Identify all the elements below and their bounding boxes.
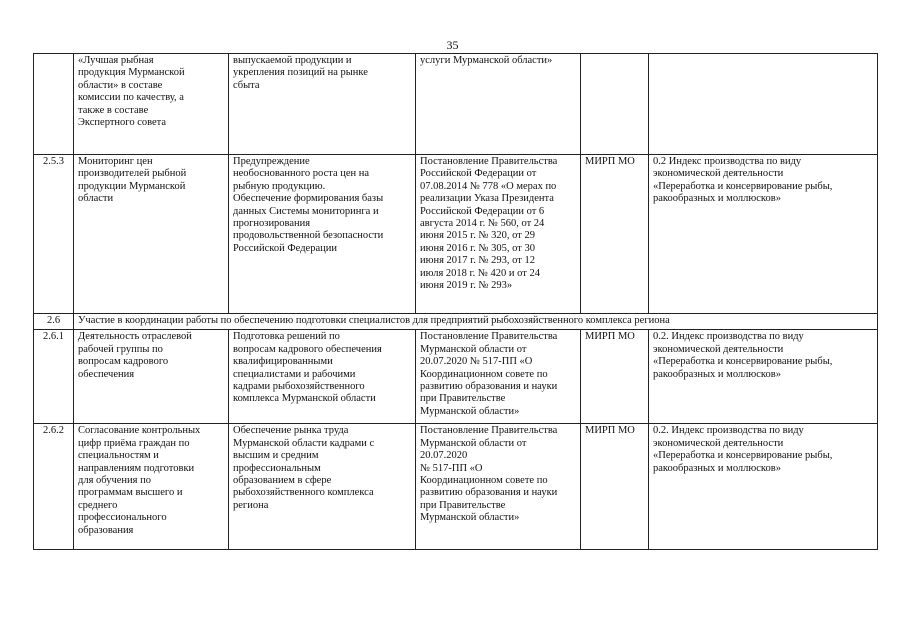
row-number: 2.5.3 <box>34 155 74 314</box>
section-row <box>34 314 878 330</box>
executor <box>581 54 649 155</box>
section-title: Участие в координации работы по обеспечению подготовки специалистов для предприятий рыбохозяйственного комплекса региона <box>74 314 878 330</box>
measures-table <box>33 53 878 550</box>
indicator: 0.2. Индекс производства по виду экономической деятельности «Переработка и консервирование рыбы, ракообразных и моллюсков» <box>649 424 878 550</box>
page-number: 35 <box>446 38 459 52</box>
table-row <box>34 424 878 550</box>
indicator: 0.2. Индекс производства по виду экономической деятельности «Переработка и консервирование рыбы, ракообразных и моллюсков» <box>649 330 878 424</box>
legal-basis: услуги Мурманской области» <box>416 54 581 155</box>
expected-result: Предупреждение необоснованного роста цен на рыбную продукцию. Обеспечение формирования базы данных Системы мониторинга и прогнозирования продовольственной безопасности Российской Федерации <box>229 155 416 314</box>
executor: МИРП МО <box>581 424 649 550</box>
measure-name: Мониторинг цен производителей рыбной продукции Мурманской области <box>74 155 229 314</box>
measure-name: Согласование контрольных цифр приёма граждан по специальностям и направлениям подготовки для обучения по программам высшего и среднего профессионального образования <box>74 424 229 550</box>
section-number: 2.6 <box>34 314 74 330</box>
indicator <box>649 54 878 155</box>
measure-name: «Лучшая рыбная продукция Мурманской области» в составе комиссии по качеству, а также в составе Экспертного совета <box>74 54 229 155</box>
measure-name: Деятельность отраслевой рабочей группы по вопросам кадрового обеспечения <box>74 330 229 424</box>
row-number: 2.6.2 <box>34 424 74 550</box>
row-number: 2.6.1 <box>34 330 74 424</box>
expected-result: Подготовка решений по вопросам кадрового обеспечения квалифицированными специалистами и рабочими кадрами рыбохозяйственного комплекса Мурманской области <box>229 330 416 424</box>
table-row <box>34 155 878 314</box>
table-row <box>34 54 878 155</box>
table-row <box>34 330 878 424</box>
row-number <box>34 54 74 155</box>
legal-basis: Постановление Правительства Мурманской области от 20.07.2020 № 517-ПП «О Координационном совете по развитию образования и науки при Правительстве Мурманской области» <box>416 330 581 424</box>
legal-basis: Постановление Правительства Мурманской области от 20.07.2020 № 517-ПП «О Координационном совете по развитию образования и науки при Правительстве Мурманской области» <box>416 424 581 550</box>
legal-basis: Постановление Правительства Российской Федерации от 07.08.2014 № 778 «О мерах по реализации Указа Президента Российской Федерации от 6 августа 2014 г. № 560, от 24 июня 2015 г. № 320, от 29 июня 2016 г. № 305, от 30 июня 2017 г. № 293, от 12 июля 2018 г. № 420 и от 24 июня 2019 г. № 293» <box>416 155 581 314</box>
expected-result: Обеспечение рынка труда Мурманской области кадрами с высшим и средним профессиональным образованием в сфере рыбохозяйственного комплекса региона <box>229 424 416 550</box>
executor: МИРП МО <box>581 330 649 424</box>
executor: МИРП МО <box>581 155 649 314</box>
indicator: 0.2 Индекс производства по виду экономической деятельности «Переработка и консервирование рыбы, ракообразных и моллюсков» <box>649 155 878 314</box>
expected-result: выпускаемой продукции и укрепления позиций на рынке сбыта <box>229 54 416 155</box>
